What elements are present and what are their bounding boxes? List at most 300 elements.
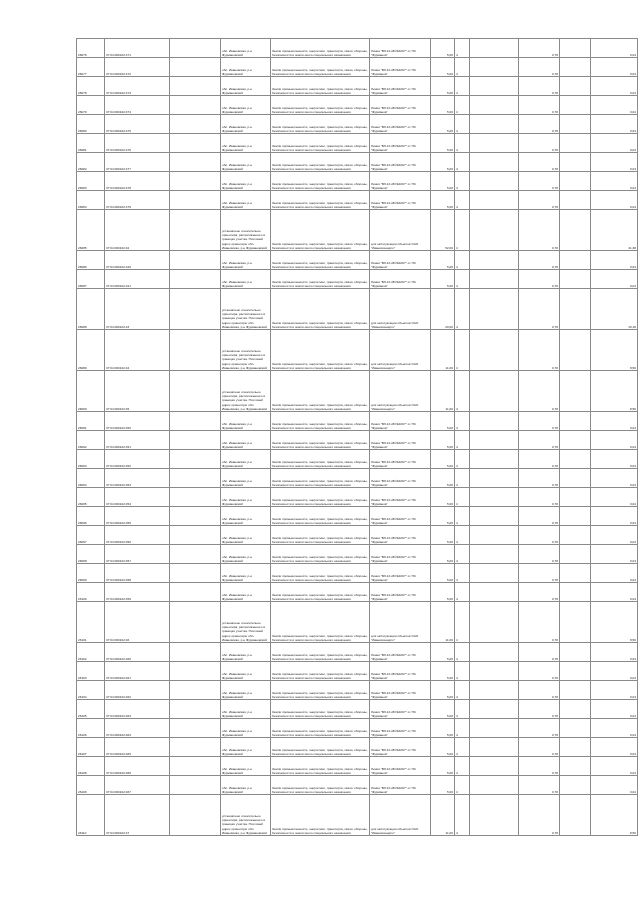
empty-cell [470, 289, 519, 330]
row-id: 26107 [77, 738, 105, 757]
empty-cell [170, 191, 221, 210]
address: обл. Ивановская, р-н Фурмановский [221, 700, 271, 719]
cadastral-number: 37:04:000102:454 [105, 488, 170, 507]
empty-cell [170, 719, 221, 738]
address: обл. Ивановская, р-н Фурмановский [221, 58, 271, 77]
tax-amount: 0,04 [591, 719, 638, 738]
tax-rate: 0,78 [519, 371, 560, 412]
tax-rate: 0,78 [519, 602, 560, 643]
land-category: Земли промышленности, энергетики, транспорта, связи, обороны, безопасности и земли иного специального назначения [271, 96, 370, 115]
row-id: 26082 [77, 153, 105, 172]
empty-cell [470, 545, 519, 564]
row-id: 26100 [77, 583, 105, 602]
area-value: 5,00 [431, 526, 455, 545]
row-id: 26098 [77, 545, 105, 564]
tax-rate: 0,78 [519, 210, 560, 251]
cadastral-number: 37:04:000102:465 [105, 738, 170, 757]
row-id: 26091 [77, 412, 105, 431]
empty-cell [560, 795, 591, 836]
tax-rate: 0,78 [519, 39, 560, 58]
cadastral-number: 37:04:000102:464 [105, 719, 170, 738]
empty-cell [170, 412, 221, 431]
row-id: 26087 [77, 270, 105, 289]
empty-cell [170, 330, 221, 371]
empty-cell [470, 371, 519, 412]
tax-amount: 0,04 [591, 469, 638, 488]
tax-amount: 0,04 [591, 77, 638, 96]
table-row [77, 602, 638, 643]
empty-cell [560, 210, 591, 251]
land-category: Земли промышленности, энергетики, транспорта, связи, обороны, безопасности и земли иного специального назначения [271, 450, 370, 469]
cadastral-number: 37:04:000102:476 [105, 134, 170, 153]
empty-cell [470, 662, 519, 681]
tax-rate: 0,78 [519, 700, 560, 719]
empty-cell [560, 191, 591, 210]
address: установлено относительно ориентира, расположенного в границах участка. Почтовый адрес ориентира: обл. Ивановская, р-н Фурмановский [221, 602, 271, 643]
area-value: 5,00 [431, 450, 455, 469]
table-row [77, 134, 638, 153]
land-category: Земли промышленности, энергетики, транспорта, связи, обороны, безопасности и земли иного специального назначения [271, 469, 370, 488]
table-row [77, 776, 638, 795]
table-row [77, 191, 638, 210]
table-row [77, 643, 638, 662]
empty-cell [560, 757, 591, 776]
cadastral-number: 37:04:000102:42 [105, 210, 170, 251]
empty-cell [560, 431, 591, 450]
table-row [77, 96, 638, 115]
land-category: Земли промышленности, энергетики, транспорта, связи, обороны, безопасности и земли иного специального назначения [271, 776, 370, 795]
permitted-use: Линия "ВЛ-10 кВ №1007" от ПС "Фурманов" [370, 545, 431, 564]
permitted-use: для эксплуатации объектов ОАО "Ивановоэнерго" [370, 210, 431, 251]
tax-rate: 0,78 [519, 469, 560, 488]
tax-amount: 0,04 [591, 757, 638, 776]
tax-amount: 8,56 [591, 371, 638, 412]
row-id: 26095 [77, 488, 105, 507]
land-category: Земли промышленности, энергетики, транспорта, связи, обороны, безопасности и земли иного специального назначения [271, 412, 370, 431]
row-id: 26110 [77, 795, 105, 836]
land-category: Земли промышленности, энергетики, транспорта, связи, обороны, безопасности и земли иного специального назначения [271, 134, 370, 153]
land-category: Земли промышленности, энергетики, транспорта, связи, обороны, безопасности и земли иного специального назначения [271, 210, 370, 251]
table-row [77, 545, 638, 564]
status-code: 4 [455, 115, 470, 134]
permitted-use: Линия "ВЛ-10 кВ №1007" от ПС "Фурманов" [370, 431, 431, 450]
address: обл. Ивановская, р-н Фурмановский [221, 96, 271, 115]
area-value: 5,00 [431, 153, 455, 172]
tax-amount: 15,18 [591, 289, 638, 330]
land-category: Земли промышленности, энергетики, транспорта, связи, обороны, безопасности и земли иного специального назначения [271, 583, 370, 602]
tax-amount: 0,04 [591, 488, 638, 507]
tax-amount: 41,38 [591, 210, 638, 251]
land-category: Земли промышленности, энергетики, транспорта, связи, обороны, безопасности и земли иного специального назначения [271, 602, 370, 643]
empty-cell [470, 469, 519, 488]
tax-rate: 0,78 [519, 526, 560, 545]
tax-amount: 0,04 [591, 583, 638, 602]
address: обл. Ивановская, р-н Фурмановский [221, 134, 271, 153]
land-category: Земли промышленности, энергетики, транспорта, связи, обороны, безопасности и земли иного специального назначения [271, 719, 370, 738]
land-category: Земли промышленности, энергетики, транспорта, связи, обороны, безопасности и земли иного специального назначения [271, 643, 370, 662]
empty-cell [170, 545, 221, 564]
row-id: 26078 [77, 77, 105, 96]
row-id: 26092 [77, 431, 105, 450]
status-code: 4 [455, 583, 470, 602]
status-code: 4 [455, 270, 470, 289]
cadastral-number: 37:04:000102:479 [105, 191, 170, 210]
cadastral-number: 37:04:000102:421 [105, 270, 170, 289]
tax-amount: 8,56 [591, 330, 638, 371]
address: обл. Ивановская, р-н Фурмановский [221, 488, 271, 507]
tax-rate: 0,78 [519, 77, 560, 96]
row-id: 26086 [77, 251, 105, 270]
empty-cell [170, 289, 221, 330]
status-code: 4 [455, 795, 470, 836]
land-category: Земли промышленности, энергетики, транспорта, связи, обороны, безопасности и земли иного специального назначения [271, 172, 370, 191]
empty-cell [470, 431, 519, 450]
status-code: 4 [455, 371, 470, 412]
tax-rate: 0,78 [519, 776, 560, 795]
land-category: Земли промышленности, энергетики, транспорта, связи, обороны, безопасности и земли иного специального назначения [271, 191, 370, 210]
address: установлено относительно ориентира, расположенного в границах участка. Почтовый адрес ориентира: обл. Ивановская, р-н Фурмановский [221, 795, 271, 836]
address: обл. Ивановская, р-н Фурмановский [221, 115, 271, 134]
row-id: 26076 [77, 39, 105, 58]
address: обл. Ивановская, р-н Фурмановский [221, 270, 271, 289]
empty-cell [560, 662, 591, 681]
status-code: 4 [455, 564, 470, 583]
empty-cell [170, 431, 221, 450]
table-row [77, 719, 638, 738]
address: установлено относительно ориентира, расположенного в границах участка. Почтовый адрес ориентира: обл. Ивановская, р-н Фурмановский [221, 371, 271, 412]
table-row [77, 795, 638, 836]
table-row [77, 526, 638, 545]
area-value: 11,00 [431, 371, 455, 412]
empty-cell [560, 469, 591, 488]
empty-cell [170, 564, 221, 583]
address: обл. Ивановская, р-н Фурмановский [221, 431, 271, 450]
cadastral-number: 37:04:000102:475 [105, 115, 170, 134]
table-row [77, 412, 638, 431]
empty-cell [470, 776, 519, 795]
status-code: 4 [455, 681, 470, 700]
empty-cell [170, 700, 221, 719]
status-code: 4 [455, 450, 470, 469]
cadastral-number: 37:04:000102:45 [105, 371, 170, 412]
tax-amount: 0,04 [591, 507, 638, 526]
empty-cell [470, 330, 519, 371]
tax-rate: 0,78 [519, 270, 560, 289]
status-code: 4 [455, 757, 470, 776]
empty-cell [470, 96, 519, 115]
tax-amount: 0,04 [591, 412, 638, 431]
cadastral-number: 37:04:000102:472 [105, 58, 170, 77]
empty-cell [560, 115, 591, 134]
empty-cell [470, 153, 519, 172]
tax-amount: 0,04 [591, 681, 638, 700]
tax-amount: 0,04 [591, 662, 638, 681]
permitted-use: Линия "ВЛ-10 кВ №1007" от ПС "Фурманов" [370, 643, 431, 662]
area-value: 5,00 [431, 431, 455, 450]
permitted-use: Линия "ВЛ-10 кВ №1007" от ПС "Фурманов" [370, 251, 431, 270]
table-row [77, 172, 638, 191]
tax-rate: 0,78 [519, 488, 560, 507]
permitted-use: Линия "ВЛ-10 кВ №1007" от ПС "Фурманов" [370, 776, 431, 795]
empty-cell [560, 39, 591, 58]
table-row [77, 757, 638, 776]
permitted-use: Линия "ВЛ-10 кВ №1007" от ПС "Фурманов" [370, 583, 431, 602]
empty-cell [560, 738, 591, 757]
status-code: 4 [455, 412, 470, 431]
empty-cell [170, 371, 221, 412]
cadastral-number: 37:04:000102:474 [105, 96, 170, 115]
tax-rate: 0,78 [519, 545, 560, 564]
cadastral-number: 37:04:000102:43 [105, 289, 170, 330]
tax-amount: 8,56 [591, 602, 638, 643]
land-category: Земли промышленности, энергетики, транспорта, связи, обороны, безопасности и земли иного специального назначения [271, 564, 370, 583]
cadastral-number: 37:04:000102:456 [105, 526, 170, 545]
empty-cell [560, 58, 591, 77]
tax-amount: 0,04 [591, 39, 638, 58]
empty-cell [470, 602, 519, 643]
row-id: 26085 [77, 210, 105, 251]
empty-cell [170, 795, 221, 836]
address: обл. Ивановская, р-н Фурмановский [221, 77, 271, 96]
empty-cell [560, 270, 591, 289]
cadastral-number: 37:04:000102:462 [105, 681, 170, 700]
tax-amount: 0,04 [591, 738, 638, 757]
table-row [77, 58, 638, 77]
land-category: Земли промышленности, энергетики, транспорта, связи, обороны, безопасности и земли иного специального назначения [271, 77, 370, 96]
table-row [77, 210, 638, 251]
cadastral-number: 37:04:000102:450 [105, 412, 170, 431]
table-row [77, 488, 638, 507]
empty-cell [170, 526, 221, 545]
permitted-use: Линия "ВЛ-10 кВ №1007" от ПС "Фурманов" [370, 526, 431, 545]
land-category: Земли промышленности, энергетики, транспорта, связи, обороны, безопасности и земли иного специального назначения [271, 270, 370, 289]
empty-cell [560, 330, 591, 371]
status-code: 4 [455, 39, 470, 58]
tax-rate: 0,78 [519, 662, 560, 681]
permitted-use: Линия "ВЛ-10 кВ №1007" от ПС "Фурманов" [370, 58, 431, 77]
permitted-use: Линия "ВЛ-10 кВ №1007" от ПС "Фурманов" [370, 96, 431, 115]
area-value: 5,00 [431, 662, 455, 681]
permitted-use: Линия "ВЛ-10 кВ №1007" от ПС "Фурманов" [370, 681, 431, 700]
permitted-use: для эксплуатации объектов ОАО "Ивановоэнерго" [370, 330, 431, 371]
table-row [77, 583, 638, 602]
permitted-use: Линия "ВЛ-10 кВ №1007" от ПС "Фурманов" [370, 469, 431, 488]
area-value: 5,00 [431, 776, 455, 795]
empty-cell [560, 719, 591, 738]
address: обл. Ивановская, р-н Фурмановский [221, 469, 271, 488]
permitted-use: Линия "ВЛ-10 кВ №1007" от ПС "Фурманов" [370, 172, 431, 191]
tax-rate: 0,78 [519, 564, 560, 583]
permitted-use: для эксплуатации объектов ОАО "Ивановоэнерго" [370, 371, 431, 412]
tax-amount: 0,04 [591, 115, 638, 134]
status-code: 4 [455, 153, 470, 172]
land-category: Земли промышленности, энергетики, транспорта, связи, обороны, безопасности и земли иного специального назначения [271, 700, 370, 719]
permitted-use: Линия "ВЛ-10 кВ №1007" от ПС "Фурманов" [370, 507, 431, 526]
area-value: 5,00 [431, 583, 455, 602]
empty-cell [170, 251, 221, 270]
empty-cell [470, 191, 519, 210]
permitted-use: для эксплуатации объектов ОАО "Ивановоэнерго" [370, 795, 431, 836]
empty-cell [470, 270, 519, 289]
table-row [77, 662, 638, 681]
area-value: 5,00 [431, 488, 455, 507]
cadastral-number: 37:04:000102:460 [105, 643, 170, 662]
cadastral-number: 37:04:000102:457 [105, 545, 170, 564]
tax-amount: 0,04 [591, 270, 638, 289]
address: обл. Ивановская, р-н Фурмановский [221, 507, 271, 526]
cadastral-number: 37:04:000102:467 [105, 776, 170, 795]
empty-cell [470, 507, 519, 526]
empty-cell [470, 719, 519, 738]
status-code: 4 [455, 210, 470, 251]
permitted-use: Линия "ВЛ-10 кВ №1007" от ПС "Фурманов" [370, 450, 431, 469]
cadastral-number: 37:04:000102:458 [105, 564, 170, 583]
empty-cell [470, 115, 519, 134]
empty-cell [170, 776, 221, 795]
empty-cell [560, 526, 591, 545]
status-code: 4 [455, 330, 470, 371]
land-category: Земли промышленности, энергетики, транспорта, связи, обороны, безопасности и земли иного специального назначения [271, 757, 370, 776]
tax-amount: 0,04 [591, 450, 638, 469]
empty-cell [170, 115, 221, 134]
land-category: Земли промышленности, энергетики, транспорта, связи, обороны, безопасности и земли иного специального назначения [271, 58, 370, 77]
cadastral-number: 37:04:000102:461 [105, 662, 170, 681]
table-row [77, 251, 638, 270]
empty-cell [470, 39, 519, 58]
table-row [77, 507, 638, 526]
table-row [77, 153, 638, 172]
land-category: Земли промышленности, энергетики, транспорта, связи, обороны, безопасности и земли иного специального назначения [271, 115, 370, 134]
cadastral-number: 37:04:000102:452 [105, 450, 170, 469]
status-code: 4 [455, 488, 470, 507]
empty-cell [470, 412, 519, 431]
tax-amount: 0,04 [591, 431, 638, 450]
table-row [77, 431, 638, 450]
address: обл. Ивановская, р-н Фурмановский [221, 776, 271, 795]
tax-rate: 0,78 [519, 431, 560, 450]
row-id: 26104 [77, 681, 105, 700]
row-id: 26089 [77, 330, 105, 371]
cadastral-number: 37:04:000102:420 [105, 251, 170, 270]
row-id: 26088 [77, 289, 105, 330]
empty-cell [560, 134, 591, 153]
land-category: Земли промышленности, энергетики, транспорта, связи, обороны, безопасности и земли иного специального назначения [271, 545, 370, 564]
row-id: 26108 [77, 757, 105, 776]
area-value: 5,00 [431, 564, 455, 583]
empty-cell [170, 757, 221, 776]
status-code: 4 [455, 134, 470, 153]
row-id: 26083 [77, 172, 105, 191]
table-row [77, 681, 638, 700]
table-row [77, 700, 638, 719]
tax-amount: 0,04 [591, 700, 638, 719]
status-code: 4 [455, 643, 470, 662]
area-value: 5,00 [431, 172, 455, 191]
land-category: Земли промышленности, энергетики, транспорта, связи, обороны, безопасности и земли иного специального назначения [271, 153, 370, 172]
tax-amount: 0,04 [591, 58, 638, 77]
land-category: Земли промышленности, энергетики, транспорта, связи, обороны, безопасности и земли иного специального назначения [271, 488, 370, 507]
area-value: 11,00 [431, 330, 455, 371]
empty-cell [560, 681, 591, 700]
permitted-use: Линия "ВЛ-10 кВ №1007" от ПС "Фурманов" [370, 115, 431, 134]
empty-cell [470, 526, 519, 545]
tax-amount: 0,04 [591, 153, 638, 172]
tax-rate: 0,78 [519, 172, 560, 191]
tax-amount: 0,04 [591, 251, 638, 270]
row-id: 26081 [77, 134, 105, 153]
permitted-use: Линия "ВЛ-10 кВ №1007" от ПС "Фурманов" [370, 270, 431, 289]
empty-cell [560, 776, 591, 795]
empty-cell [560, 96, 591, 115]
empty-cell [170, 58, 221, 77]
empty-cell [560, 251, 591, 270]
land-category: Земли промышленности, энергетики, транспорта, связи, обороны, безопасности и земли иного специального назначения [271, 431, 370, 450]
tax-rate: 0,78 [519, 757, 560, 776]
table-row [77, 564, 638, 583]
permitted-use: для эксплуатации объектов ОАО "Ивановоэнерго" [370, 602, 431, 643]
table-row [77, 330, 638, 371]
status-code: 4 [455, 662, 470, 681]
tax-amount: 0,04 [591, 776, 638, 795]
empty-cell [560, 153, 591, 172]
cadastral-number: 37:04:000102:44 [105, 330, 170, 371]
empty-cell [470, 450, 519, 469]
status-code: 4 [455, 776, 470, 795]
cadastral-number: 37:04:000102:47 [105, 795, 170, 836]
area-value: 5,00 [431, 191, 455, 210]
empty-cell [170, 507, 221, 526]
permitted-use: Линия "ВЛ-10 кВ №1007" от ПС "Фурманов" [370, 134, 431, 153]
row-id: 26080 [77, 115, 105, 134]
empty-cell [170, 583, 221, 602]
table-row [77, 450, 638, 469]
cadastral-number: 37:04:000102:463 [105, 700, 170, 719]
empty-cell [470, 757, 519, 776]
empty-cell [560, 289, 591, 330]
row-id: 26093 [77, 450, 105, 469]
status-code: 4 [455, 251, 470, 270]
empty-cell [170, 210, 221, 251]
empty-cell [170, 681, 221, 700]
empty-cell [170, 738, 221, 757]
empty-cell [170, 96, 221, 115]
address: обл. Ивановская, р-н Фурмановский [221, 526, 271, 545]
address: обл. Ивановская, р-н Фурмановский [221, 39, 271, 58]
status-code: 4 [455, 172, 470, 191]
tax-rate: 0,78 [519, 643, 560, 662]
row-id: 26097 [77, 526, 105, 545]
empty-cell [560, 450, 591, 469]
empty-cell [560, 172, 591, 191]
empty-cell [470, 738, 519, 757]
empty-cell [170, 172, 221, 191]
empty-cell [560, 700, 591, 719]
empty-cell [470, 681, 519, 700]
area-value: 11,00 [431, 795, 455, 836]
empty-cell [560, 77, 591, 96]
empty-cell [170, 270, 221, 289]
row-id: 26084 [77, 191, 105, 210]
tax-amount: 0,04 [591, 191, 638, 210]
status-code: 4 [455, 191, 470, 210]
tax-rate: 0,78 [519, 719, 560, 738]
permitted-use: Линия "ВЛ-10 кВ №1007" от ПС "Фурманов" [370, 412, 431, 431]
cadastral-number: 37:04:000102:459 [105, 583, 170, 602]
address: обл. Ивановская, р-н Фурмановский [221, 153, 271, 172]
table-row [77, 270, 638, 289]
permitted-use: Линия "ВЛ-10 кВ №1007" от ПС "Фурманов" [370, 757, 431, 776]
address: обл. Ивановская, р-н Фурмановский [221, 757, 271, 776]
